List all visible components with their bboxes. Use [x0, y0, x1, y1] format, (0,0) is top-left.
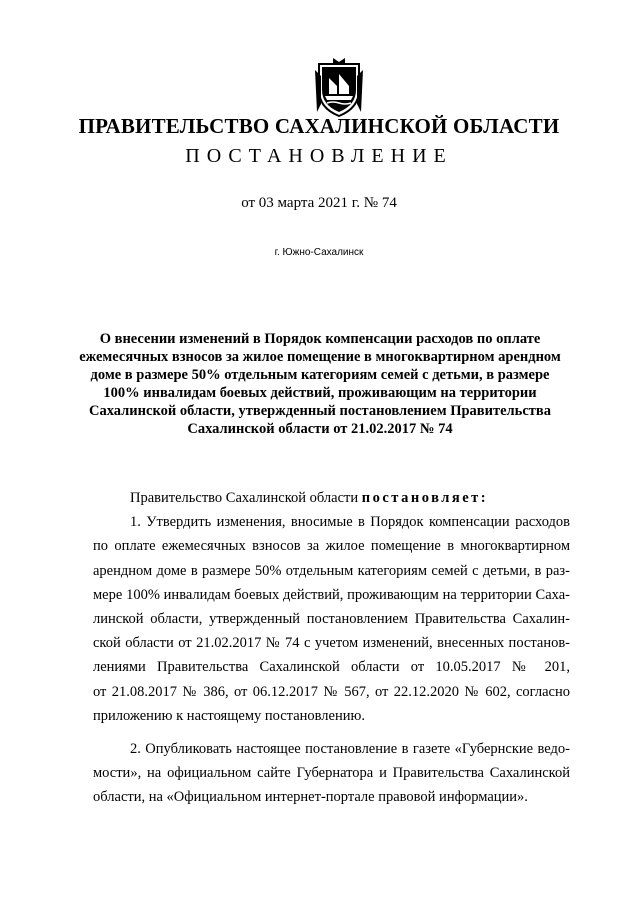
document-body — [93, 486, 570, 810]
paragraph-1-line: арендном доме в размере 50% отдельным категориям семей с детьми, в раз- — [93, 562, 570, 579]
preamble-keyword: постановляет: — [361, 490, 489, 506]
title-line: 100% инвалидам боевых действий, проживающим на территории — [103, 385, 537, 401]
sakhalin-coat-of-arms-icon — [315, 56, 363, 118]
paragraph-1-line: от 21.08.2017 № 386, от 06.12.2017 № 567, от 22.12.2020 № 602, согласно — [93, 683, 570, 700]
paragraph-2-line: мости», на официальном сайте Губернатора и Правительства Сахалинской — [93, 765, 570, 782]
document-date-number: от 03 марта 2021 г. № 74 — [241, 195, 397, 211]
paragraph-1-line: линской области, утвержденный постановлением Правительства Сахалин- — [93, 611, 570, 628]
paragraph-1-line: лениями Правительства Сахалинской области от 10.05.2017 № 201, — [93, 659, 570, 676]
government-name: ПРАВИТЕЛЬСТВО САХАЛИНСКОЙ ОБЛАСТИ — [78, 114, 560, 138]
paragraph-1-line: ской области от 21.02.2017 № 74 с учетом изменений, внесенных постанов- — [93, 635, 570, 652]
document-city: г. Южно-Сахалинск — [274, 247, 364, 258]
title-line: О внесении изменений в Порядок компенсации расходов по оплате — [99, 331, 541, 347]
document-type: ПОСТАНОВЛЕНИЕ — [185, 145, 453, 167]
paragraph-2-line: области, на «Официальном интернет-портале правовой информации». — [93, 789, 528, 806]
title-line: Сахалинской области от 21.02.2017 № 74 — [187, 421, 453, 437]
paragraph-1-line: по оплате ежемесячных взносов за жилое помещение в многоквартирном — [93, 538, 570, 555]
document-title — [70, 330, 570, 438]
paragraph-1-line: приложению к настоящему постановлению. — [93, 707, 365, 724]
paragraph-1-line: мере 100% инвалидам боевых действий, проживающим на территории Саха- — [93, 586, 570, 603]
title-line: Сахалинской области, утвержденный постановлением Правительства — [89, 403, 551, 419]
title-line: ежемесячных взносов за жилое помещение в многоквартирном арендном — [79, 349, 561, 365]
preamble — [93, 486, 570, 510]
preamble-text: Правительство Сахалинской области — [130, 490, 362, 506]
paragraph-1-line: 1. Утвердить изменения, вносимые в Порядок компенсации расходов — [130, 514, 570, 531]
title-line: доме в размере 50% отдельным категориям семей с детьми, в размере — [90, 367, 550, 383]
paragraph-2-line: 2. Опубликовать настоящее постановление в газете «Губернские ведо- — [130, 741, 570, 758]
